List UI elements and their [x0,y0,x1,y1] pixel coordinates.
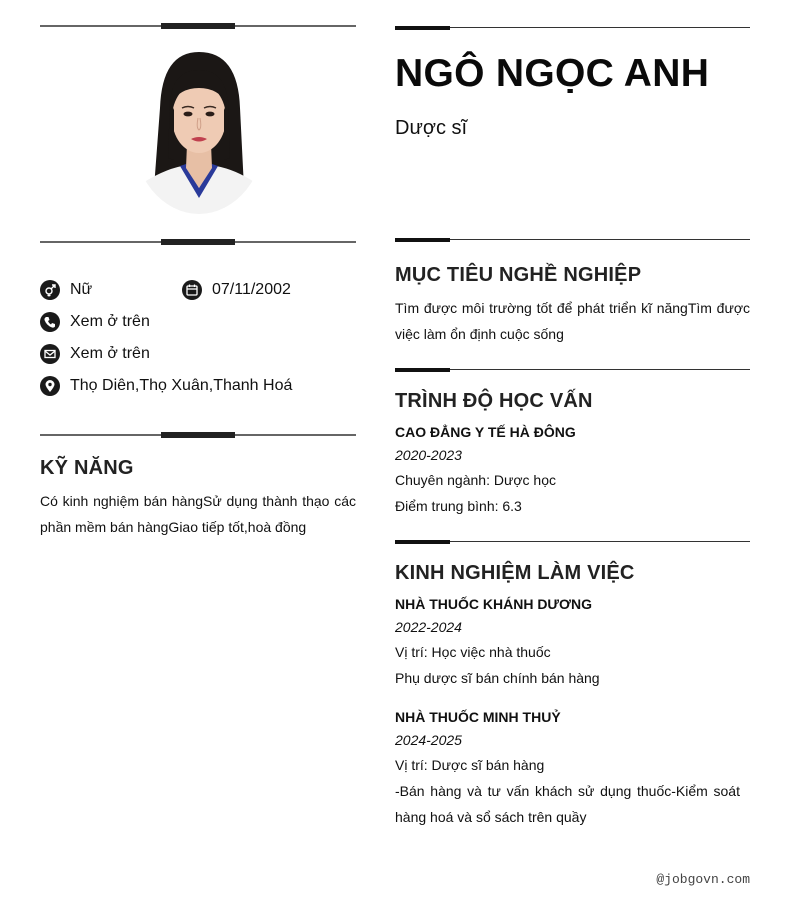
experience-description: -Bán hàng và tư vấn khách sử dụng thuốc-Kiểm soát hàng hoá và sổ sách trên quầy [395,783,740,825]
education-gpa: Điểm trung bình: 6.3 [395,498,522,514]
address-value: Thọ Diên,Thọ Xuân,Thanh Hoá [70,377,293,394]
profile-photo [132,48,266,214]
candidate-name: NGÔ NGỌC ANH [395,52,710,95]
phone-value: Xem ở trên [70,313,150,330]
address-row [40,375,292,397]
gender-value: Nữ [70,281,93,298]
experience-position: Vị trí: Học việc nhà thuốc [395,644,551,660]
left-divider-bottom [40,429,356,441]
experience-position: Vị trí: Dược sĩ bán hàng [395,757,545,773]
right-divider-top [395,24,750,32]
phone-row [40,311,150,333]
watermark: @jobgovn.com [656,872,750,887]
objective-title: MỤC TIÊU NGHỀ NGHIỆP [395,264,642,286]
birthdate-row [182,279,291,301]
job-title: Dược sĩ [395,117,468,139]
experience-title: KINH NGHIỆM LÀM VIỆC [395,562,635,584]
calendar-icon [182,280,202,300]
gender-row [40,279,92,301]
experience-period: 2022-2024 [395,619,462,635]
phone-icon [40,312,60,332]
left-divider-top [40,20,356,32]
birthdate-value: 07/11/2002 [212,281,291,298]
left-divider-middle [40,236,356,248]
experience-period: 2024-2025 [395,732,462,748]
email-value: Xem ở trên [70,345,150,362]
education-period: 2020-2023 [395,447,462,463]
education-major: Chuyên ngành: Dược học [395,472,556,488]
skills-text: Có kinh nghiệm bán hàngSử dụng thành thạo các phần mềm bán hàngGiao tiếp tốt,hoà đồng [40,493,356,535]
objective-text: Tìm được môi trường tốt để phát triển kĩ năngTìm được việc làm ổn định cuộc sống [395,300,750,342]
right-divider-experience [395,538,750,546]
education-title: TRÌNH ĐỘ HỌC VẤN [395,390,593,412]
map-pin-icon [40,376,60,396]
experience-description: Phụ dược sĩ bán chính bán hàng [395,670,600,686]
email-row [40,343,150,365]
skills-title: KỸ NĂNG [40,457,134,479]
experience-company: NHÀ THUỐC KHÁNH DƯƠNG [395,596,592,612]
experience-company: NHÀ THUỐC MINH THUỶ [395,709,561,725]
envelope-icon [40,344,60,364]
gender-icon [40,280,60,300]
education-school: CAO ĐẲNG Y TẾ HÀ ĐÔNG [395,424,576,440]
right-divider-education [395,366,750,374]
right-divider-objective [395,236,750,244]
